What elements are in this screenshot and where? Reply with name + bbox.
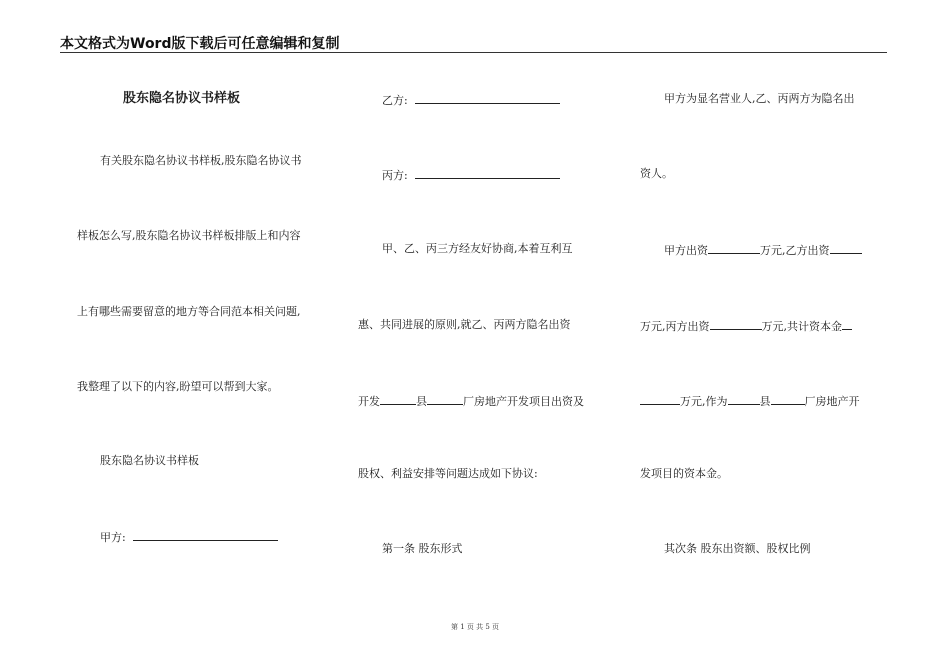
party-b-amount-blank: [830, 242, 862, 254]
page-number: 第 1 页 共 5 页: [450, 623, 500, 631]
party-b-line: [382, 92, 560, 108]
party-a-amount-blank: [708, 242, 760, 254]
party-c-amount-blank: [710, 318, 762, 330]
plant-blank: [427, 393, 463, 405]
text-as: 万元,作为: [680, 395, 728, 408]
total-amount-blank: [640, 393, 680, 405]
agreement-line-3: [358, 393, 584, 409]
role-line-1: 甲方为显名营业人,乙、丙两方为隐名出: [664, 92, 855, 105]
role-line-2: 资人。: [640, 167, 673, 180]
section-subtitle: 股东隐名协议书样板: [100, 454, 199, 467]
intro-line-1: 有关股东隐名协议书样板,股东隐名协议书: [100, 154, 302, 167]
capital-line-2: [640, 318, 852, 334]
county-blank-2: [728, 393, 760, 405]
party-a-label: 甲方:: [100, 531, 126, 544]
party-b-label: 乙方:: [382, 94, 408, 107]
text-party-c-capital: 万元,丙方出资: [640, 320, 710, 333]
party-c-blank: [415, 167, 560, 179]
text-total-capital: 万元,共计资本金: [761, 320, 842, 333]
county-blank: [380, 393, 416, 405]
agreement-line-4: 股权、利益安排等问题达成如下协议:: [358, 467, 538, 480]
intro-line-4: 我整理了以下的内容,盼望可以帮到大家。: [77, 380, 279, 393]
article-1-heading: 第一条 股东形式: [382, 542, 463, 555]
party-c-line: [382, 167, 560, 183]
intro-line-3: 上有哪些需要留意的地方等合同范本相关问题,: [77, 305, 301, 318]
plant-blank-2: [771, 393, 805, 405]
party-a-blank: [133, 529, 278, 541]
text-develop: 开发: [358, 395, 380, 408]
article-2-heading: 其次条 股东出资额、股权比例: [664, 542, 811, 555]
capital-line-1: [664, 242, 862, 258]
text-county: 县: [416, 395, 427, 408]
header-divider: [60, 52, 887, 53]
text-party-a-capital: 甲方出资: [664, 244, 708, 257]
intro-line-2: 样板怎么写,股东隐名协议书样板排版上和内容: [77, 229, 301, 242]
total-amount-blank-start: [842, 318, 852, 330]
agreement-line-1: 甲、乙、丙三方经友好协商,本着互利互: [382, 242, 573, 255]
party-b-blank: [415, 92, 560, 104]
text-party-b-capital: 万元,乙方出资: [760, 244, 830, 257]
capital-line-3: [640, 393, 860, 409]
text-project-2: 厂房地产开: [804, 395, 860, 408]
capital-line-4: 发项目的资本金。: [640, 467, 728, 480]
party-c-label: 丙方:: [382, 169, 408, 182]
agreement-line-2: 惠、共同进展的原则,就乙、丙两方隐名出资: [358, 318, 571, 331]
text-project: 厂房地产开发项目出资及: [463, 395, 584, 408]
document-header: 本文格式为Word版下载后可任意编辑和复制: [60, 36, 340, 52]
page-title: 股东隐名协议书样板: [123, 91, 241, 106]
text-county-2: 县: [759, 395, 771, 408]
party-a-line: [100, 529, 278, 545]
